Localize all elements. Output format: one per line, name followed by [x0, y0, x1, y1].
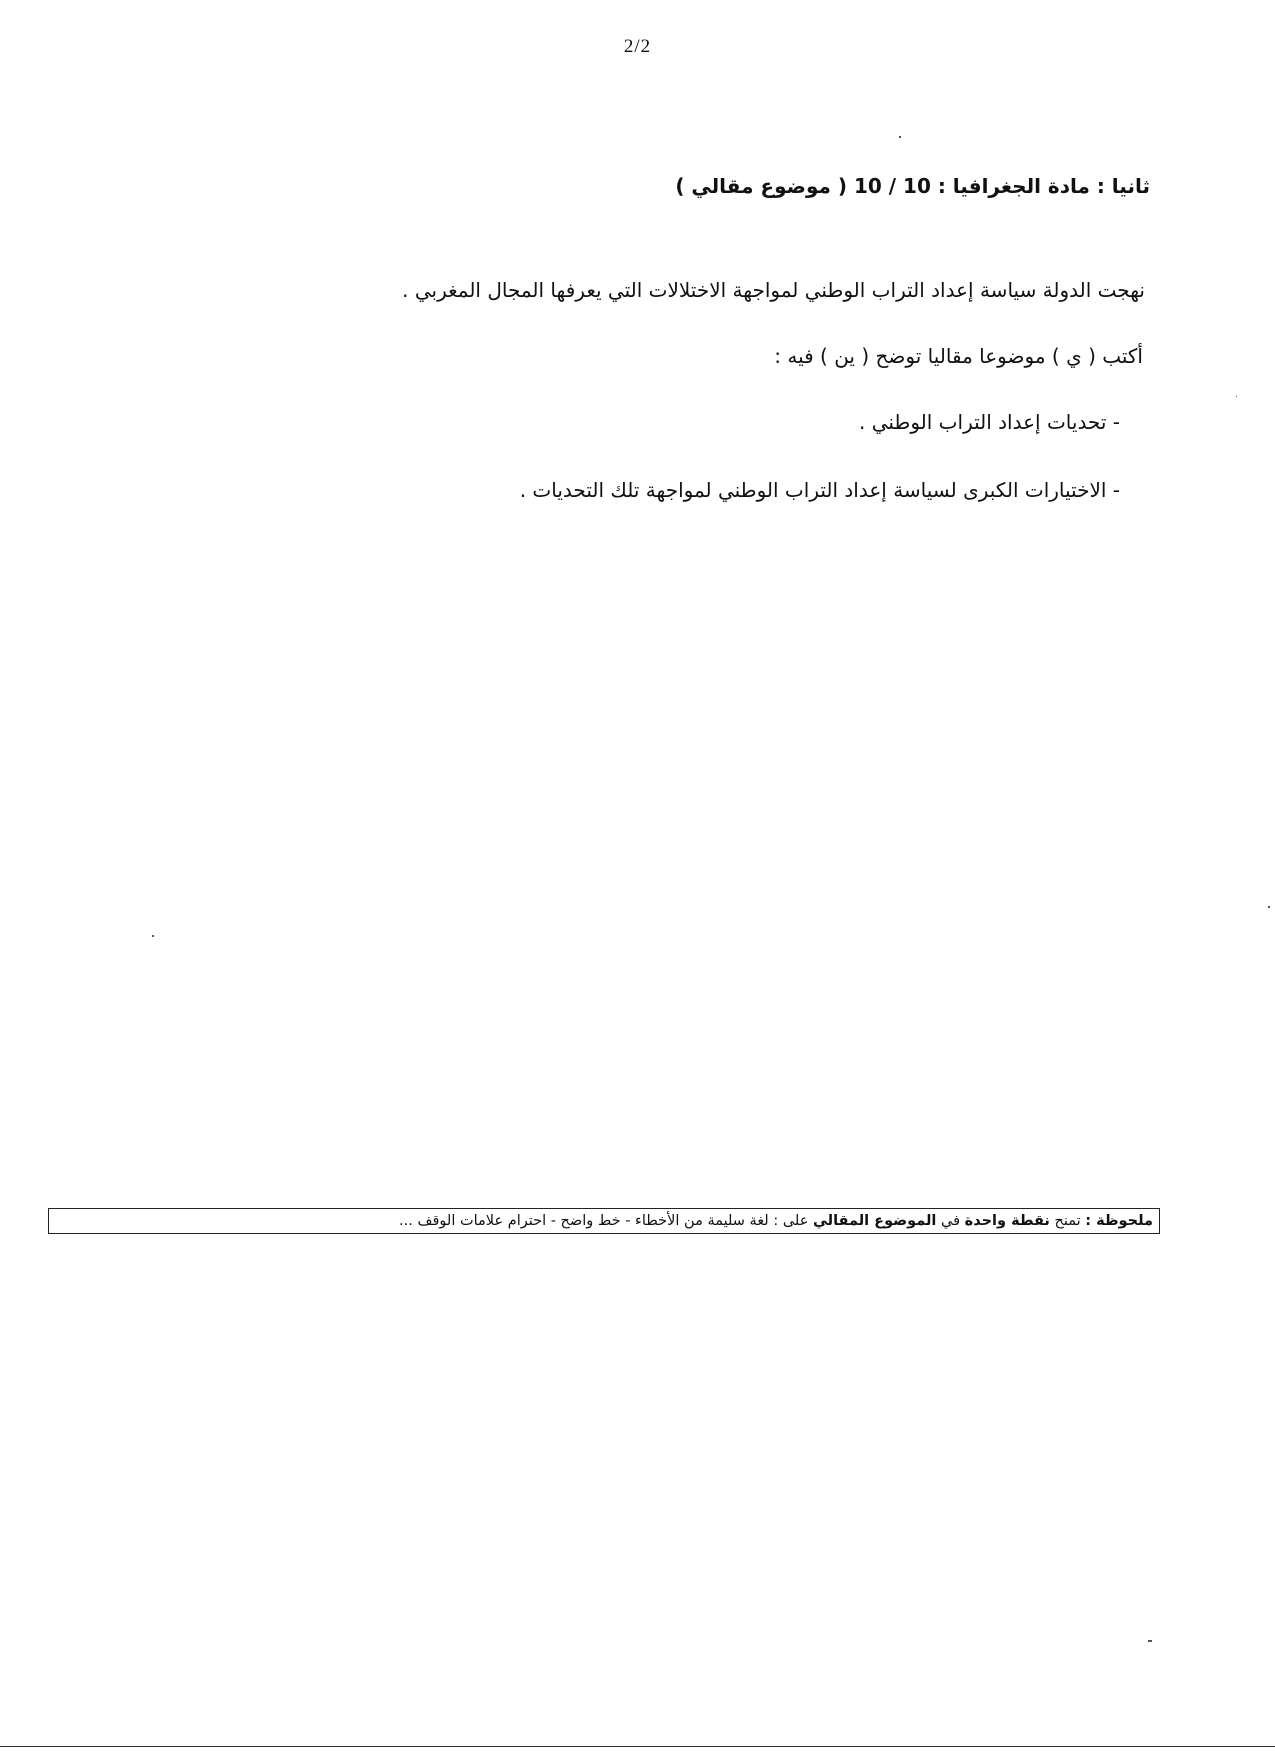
- note-box: [48, 1208, 1160, 1234]
- page-number: 2/2: [623, 36, 652, 57]
- note-bold-1: نقطة واحدة: [964, 1213, 1050, 1229]
- section-title: ثانيا : مادة الجغرافيا : 10 / 10 ( موضوع مقالي ): [675, 174, 1150, 198]
- note-text-1: تمنح: [1054, 1213, 1081, 1229]
- question-point-1: - تحديات إعداد التراب الوطني .: [859, 410, 1120, 434]
- scan-speck: [899, 136, 901, 138]
- question-task: أكتب ( ي ) موضوعا مقاليا توضح ( ين ) فيه :: [774, 344, 1143, 368]
- scan-speck: [1268, 906, 1270, 908]
- note-bold-2: الموضوع المقالي: [812, 1213, 937, 1229]
- note-label: ملحوظة :: [1085, 1213, 1153, 1229]
- scan-speck: [1148, 1640, 1152, 1642]
- note-text-3: على : لغة سليمة من الأخطاء - خط واضح - احترام علامات الوقف ...: [399, 1213, 809, 1229]
- question-intro: نهجت الدولة سياسة إعداد التراب الوطني لمواجهة الاختلالات التي يعرفها المجال المغربي .: [402, 278, 1145, 302]
- note-text-2: في: [941, 1213, 961, 1229]
- bottom-rule: [0, 1746, 1275, 1747]
- scan-speck: [152, 935, 154, 937]
- question-point-2: - الاختيارات الكبرى لسياسة إعداد التراب الوطني لمواجهة تلك التحديات .: [519, 478, 1120, 502]
- scan-speck: [1236, 396, 1237, 397]
